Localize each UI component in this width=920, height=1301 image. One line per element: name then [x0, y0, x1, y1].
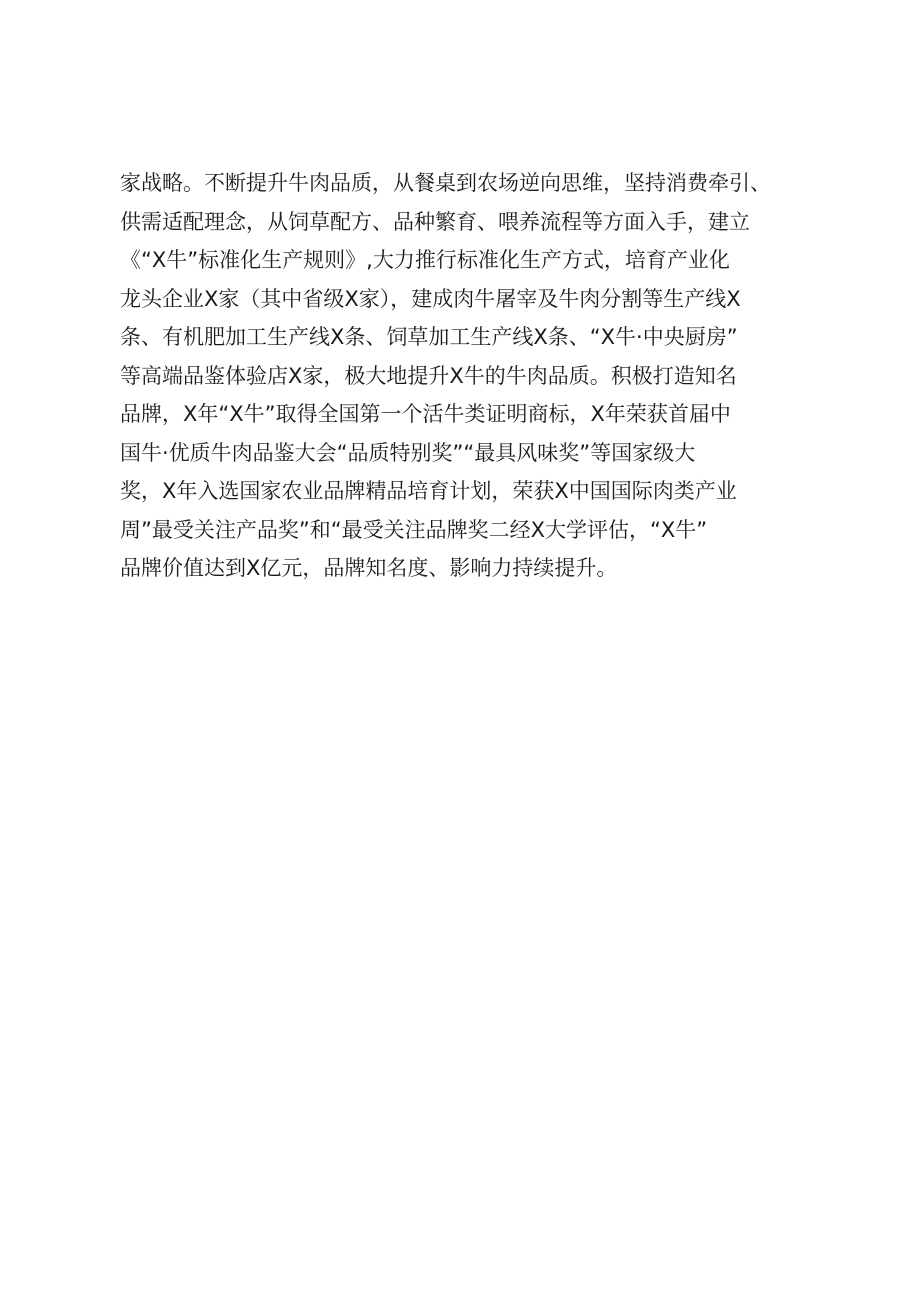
- paragraph-line: 《“X牛”标准化生产规则》,大力推行标准化生产方式，培育产业化: [120, 248, 730, 272]
- paragraph-line: 奖，X年入选国家农业品牌精品培育计划，荣获X中国国际肉类产业: [120, 479, 737, 503]
- paragraph-line: 条、有机肥加工生产线X条、饲草加工生产线X条、“X牛·中央厨房”: [120, 325, 738, 349]
- paragraph-line: 周”最受关注产品奖”和“最受关注品牌奖二经X大学评估，“X牛”: [120, 517, 708, 542]
- paragraph-line: 品牌，X年“X牛”取得全国第一个活牛类证明商标，X年荣获首届中: [120, 402, 731, 426]
- paragraph-line: 品牌价值达到X亿元，品牌知名度、影响力持续提升。: [120, 556, 618, 580]
- body-paragraph: [120, 164, 820, 588]
- paragraph-line: 龙头企业X家（其中省级X家），建成肉牛屠宰及牛肉分割等生产线X: [120, 286, 741, 311]
- paragraph-line: 国牛·优质牛肉品鉴大会“品质特别奖”“最具风味奖”等国家级大: [120, 440, 696, 465]
- paragraph-line: 等高端品鉴体验店X家，极大地提升X牛的牛肉品质。积极打造知名: [120, 363, 737, 388]
- paragraph-line: 家战略。不断提升牛肉品质，从餐桌到农场逆向思维，坚持消费牵引、: [120, 171, 771, 195]
- paragraph-line: 供需适配理念，从饲草配方、品种繁育、喂养流程等方面入手，建立: [120, 209, 750, 234]
